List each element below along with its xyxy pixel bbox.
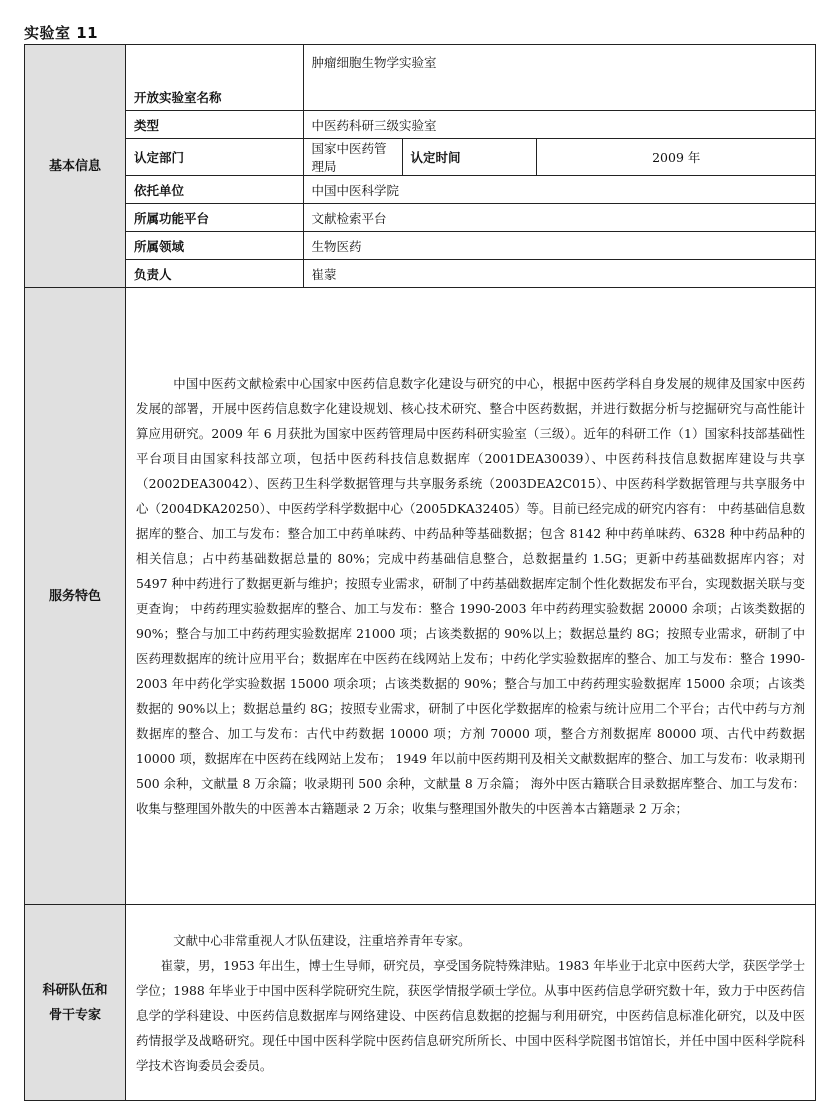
key-lab-name: 开放实验室名称 <box>126 45 303 111</box>
row-leader <box>126 260 816 288</box>
section-label-service: 服务特色 <box>25 288 126 905</box>
row-type <box>126 111 816 139</box>
lab-info-sheet <box>24 44 816 1101</box>
service-description: 中国中医药文献检索中心国家中医药信息数字化建设与研究的中心，根据中医药学科自身发展的规律及国家中医药发展的部署，开展中医药信息数字化建设规划、核心技术研究、整合中医药数据，并进行数据分析与挖掘研究与高性能计算应用研究。2009 年 6 月获批为国家中医药管理局中医药科研实验室（三级）。近年的科研工作（1）国家科技部基础性平台项目由国家科技部立项，包括中医药科技信息数据库（2001DEA30039）、中医药科技信息数据库建设与共享（2002DEA30042）、医药卫生科学数据管理与共享服务系统（2003DEA2C015）、中医药科学数据管理与共享服务中心（2004DKA20250）、中医药学科学数据中心（2005DKA32405）等。目前已经完成的研究内容有： 中药基础信息数据库的整合、加工与发布：整合加工中药单味药、中药品种等基础数据；包含 8142 种中药单味药、6328 种中药品种的相关信息；占中药基础数据总量的 80%；完成中药基础信息整合，总数据量约 1.5G；更新中药基础数据库内容；对 5497 种中药进行了数据更新与维护；按照专业需求，研制了中药基础数据库定制个性化数据发布平台，实现数据关联与变更查询； 中药药理实验数据库的整合、加工与发布：整合 1990-2003 年中药药理实验数据 20000 余项；占该类数据的 90%；整合与加工中药药理实验数据库 21000 项；占该类数据的 90%以上；数据总量约 8G；按照专业需求，研制了中医药理数据库的统计应用平台；数据库在中医药在线网站上发布；中药化学实验数据库的整合、加工与发布：整合 1990-2003 年中药化学实验数据 15000 项余项；占该类数据的 90%；整合与加工中药药理实验数据库 15000 余项；占该类数据的 90%以上；数据总量约 8G；按照专业需求，研制了中医化学数据库的检索与统计应用二个平台；古代中药与方剂数据库的整合、加工与发布：古代中药数据 10000 项；方剂 70000 项，整合方剂数据库 80000 项、古代中药数据 10000 项，数据库在中医药在线网站上发布； 1949 年以前中医药期刊及相关文献数据库的整合、加工与发布：收录期刊 500 余种，文献量 8 万余篇；收录期刊 500 余种，文献量 8 万余篇； 海外中医古籍联合目录数据库整合、加工与发布：收集与整理国外散失的中医善本古籍题录 2 万余；收集与整理国外散失的中医善本古籍题录 2 万余； <box>136 376 805 816</box>
service-section <box>25 288 816 905</box>
value-platform: 文献检索平台 <box>303 204 816 232</box>
basic-info-cell <box>126 45 816 288</box>
key-leader: 负责人 <box>126 260 303 288</box>
value-field: 生物医药 <box>303 232 816 260</box>
team-label-text: 科研队伍和骨干专家 <box>42 982 108 1023</box>
key-certified-time: 认定时间 <box>402 139 536 176</box>
key-platform: 所属功能平台 <box>126 204 303 232</box>
value-certified-time: 2009 年 <box>536 139 816 176</box>
section-label-basic-info: 基本信息 <box>25 45 126 288</box>
row-field <box>126 232 816 260</box>
row-lab-name <box>126 45 816 111</box>
value-lab-name: 肿瘤细胞生物学实验室 <box>303 45 816 111</box>
section-label-team <box>25 905 126 1101</box>
value-support-unit: 中国中医科学院 <box>303 176 816 204</box>
basic-info-table <box>126 45 816 287</box>
value-department: 国家中医药管理局 <box>303 139 402 176</box>
team-intro: 文献中心非常重视人才队伍建设，注重培养青年专家。 <box>173 932 471 948</box>
key-field: 所属领域 <box>126 232 303 260</box>
team-text-cell <box>126 905 816 1101</box>
team-section <box>25 905 816 1101</box>
page-title: 实验室 11 <box>24 24 99 42</box>
key-type: 类型 <box>126 111 303 139</box>
value-leader: 崔蒙 <box>303 260 816 288</box>
row-platform <box>126 204 816 232</box>
key-support-unit: 依托单位 <box>126 176 303 204</box>
row-support-unit <box>126 176 816 204</box>
value-type: 中医药科研三级实验室 <box>303 111 816 139</box>
service-text-cell <box>126 288 816 905</box>
row-department <box>126 139 816 176</box>
basic-info-section <box>25 45 816 288</box>
key-department: 认定部门 <box>126 139 303 176</box>
team-expert-bio: 崔蒙，男，1953 年出生，博士生导师，研究员，享受国务院特殊津贴。1983 年毕业于北京中医药大学，获医学学士学位；1988 年毕业于中国中医科学院研究生院，获医学情报学硕士学位。从事中医药信息学研究数十年，致力于中医药信息学的学科建设、中医药信息数据库与网络建设、中医药信息数据的挖掘与利用研究，中医药信息标准化研究，以及中医药情报学及战略研究。现任中国中医科学院中医药信息研究所所长、中国中医科学院图书馆馆长，并任中国中医科学院科学技术咨询委员会委员。 <box>136 957 805 1073</box>
